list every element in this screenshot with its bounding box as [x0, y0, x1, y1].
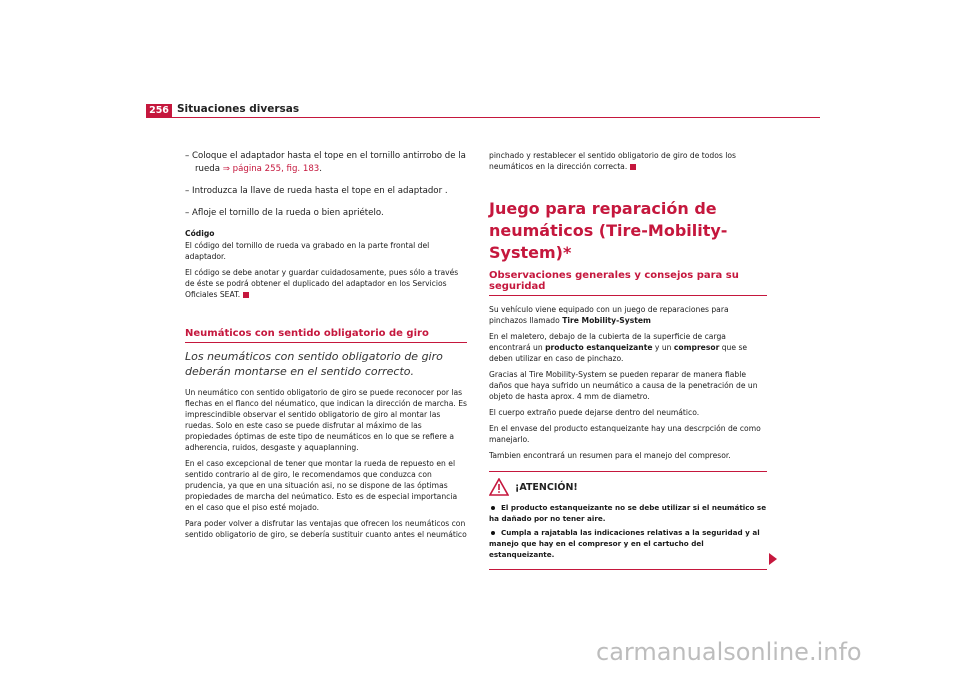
codigo-paragraph-1: El código del tornillo de rueda va grabado en la parte frontal del adaptador.	[185, 241, 430, 261]
step-2: – Introduzca la llave de rueda hasta el tope en el adaptador .	[185, 186, 448, 196]
compressor-term: compresor	[673, 343, 720, 352]
paragraph-3: Para poder volver a disfrutar las ventajas que ofrecen los neumáticos con sentido obligatorio de giro, se debería sustituir cuanto antes el neumático	[185, 519, 467, 539]
tms-paragraph-3: Gracias al Tire Mobility-System se pueden reparar de manera fiable daños que haya sufrido un neumático a causa de la penetración de un objeto de hasta aprox. 4 mm de diametro.	[489, 370, 758, 401]
tms-p1-text: Su vehículo viene equipado con un juego de reparaciones para pinchazos llamado	[489, 305, 729, 325]
warning-item-1-text: El producto estanqueizante no se debe utilizar si el neumático se ha dañado por no tener aire.	[489, 503, 767, 523]
right-column	[489, 150, 767, 570]
warning-box	[489, 471, 767, 570]
tms-paragraph-6: Tambien encontrará un resumen para el manejo del compresor.	[489, 451, 731, 460]
step-1-tail: .	[319, 164, 323, 174]
step-1-text: – Coloque el adaptador hasta el tope en el tornillo antirrobo de la rueda	[185, 151, 466, 174]
step-3: – Afloje el tornillo de la rueda o bien apriételo.	[185, 208, 384, 218]
continuation-text: pinchado y restablecer el sentido obligatorio de giro de todos los neumáticos en la dirección correcta.	[489, 151, 736, 171]
tms-p2-post: que se deben utilizar en caso de pinchazo.	[489, 343, 748, 363]
header-rule	[146, 117, 820, 118]
warning-item-2	[489, 527, 767, 560]
codigo-heading: Código	[185, 229, 215, 238]
warning-triangle-icon	[489, 478, 509, 496]
continuation-paragraph	[489, 150, 767, 172]
section-lead: Los neumáticos con sentido obligatorio de giro deberán montarse en el sentido correcto.	[185, 350, 443, 378]
tms-p2-text: En el maletero, debajo de la cubierta de la superficie de carga encontrará un	[489, 332, 726, 352]
tms-name: Tire Mobility-System	[562, 316, 651, 325]
left-column	[185, 150, 467, 545]
bullet-icon	[491, 531, 495, 535]
warning-item-2-text: Cumpla a rajatabla las indicaciones relativas a la seguridad y al manejo que hay en el compresor y en el cartucho del estanqueizante.	[489, 528, 760, 559]
page-link[interactable]: ⇒ página 255, fig. 183	[222, 164, 320, 174]
section-title-safety: Observaciones generales y consejos para su seguridad	[489, 270, 767, 296]
codigo-paragraph-2	[185, 267, 467, 300]
page-number: 256	[146, 104, 172, 117]
tms-p2-mid: y un	[652, 343, 674, 352]
warning-header	[489, 478, 767, 496]
paragraph-1: Un neumático con sentido obligatorio de giro se puede reconocer por las flechas en el flanco del néumatico, que indican la dirección de marcha. Es imprescindible observar el sentido obligatorio de giro al montar las ruedas. Solo en este caso se puede disfrutar al máximo de las propiedades óptimas de este tipo de neumáticos en lo que se refiere a adherencia, ruidos, desgaste y aquaplanning.	[185, 388, 467, 452]
codigo-paragraph-2-text: El código se debe anotar y guardar cuidadosamente, pues sólo a través de éste se podrá obtener el duplicado del adaptador en los Servicios Oficiales SEAT.	[185, 268, 459, 299]
tms-paragraph-2	[489, 331, 767, 364]
end-mark-icon	[243, 292, 249, 298]
warning-title: ¡ATENCIÓN!	[515, 481, 578, 493]
tms-paragraph-5: En el envase del producto estanqueizante hay una descrpción de como manejarlo.	[489, 424, 761, 444]
step-1	[185, 150, 467, 176]
running-header: Situaciones diversas	[177, 103, 300, 115]
chapter-title: Juego para reparación de neumáticos (Tire-Mobility-System)*	[489, 199, 728, 262]
end-mark-icon	[630, 164, 636, 170]
continue-arrow-icon	[769, 553, 777, 565]
warning-item-1	[489, 502, 767, 524]
bullet-icon	[491, 506, 495, 510]
section-title-rotation: Neumáticos con sentido obligatorio de giro	[185, 328, 467, 343]
watermark: carmanualsonline.info	[596, 638, 862, 666]
tms-paragraph-1	[489, 304, 767, 326]
sealant-term: producto estanqueizante	[545, 343, 653, 352]
tms-paragraph-4: El cuerpo extraño puede dejarse dentro del neumático.	[489, 408, 700, 417]
paragraph-2: En el caso excepcional de tener que montar la rueda de repuesto en el sentido contrario al de giro, le recomendamos que conduzca con prudencia, ya que en una situación asi, no se dispone de las óptimas propiedades de marcha del neúmatico. Esto es de especial importancia en el caso que el piso esté mojado.	[185, 459, 458, 512]
